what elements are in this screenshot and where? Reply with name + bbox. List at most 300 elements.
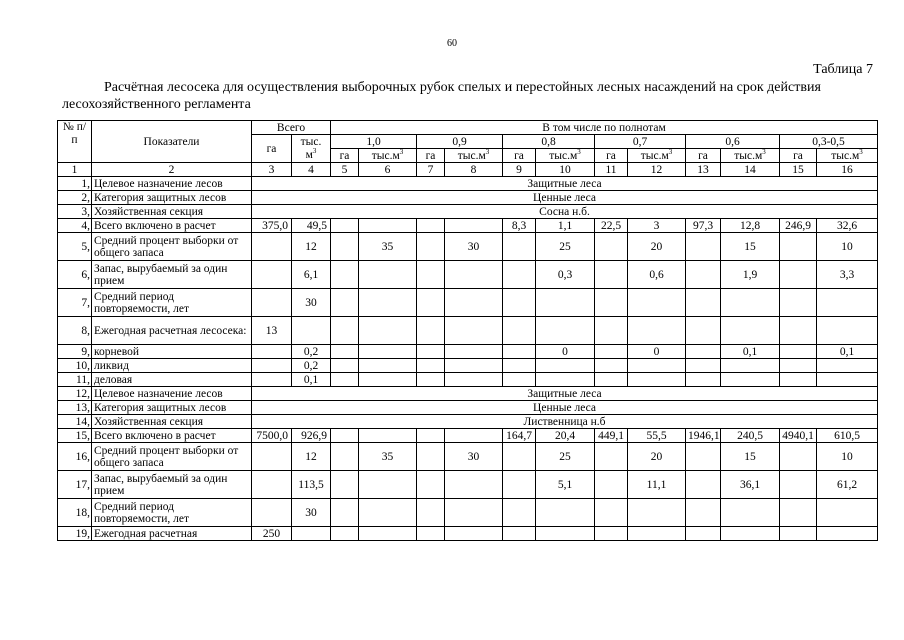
- cell-value: 30: [292, 289, 331, 317]
- cell-value: 1,9: [721, 261, 780, 289]
- cell-value: 240,5: [721, 429, 780, 443]
- row-number: 19,: [58, 527, 92, 541]
- cell-value: [417, 289, 445, 317]
- cell-value: [252, 471, 292, 499]
- cell-value: [780, 443, 817, 471]
- header-total-ha: га: [252, 135, 292, 163]
- table-row: [58, 219, 878, 233]
- cell-value: 49,5: [292, 219, 331, 233]
- col-number: 5: [331, 163, 359, 177]
- cell-value: 61,2: [817, 471, 878, 499]
- table-row: [58, 527, 878, 541]
- cell-value: [503, 373, 536, 387]
- row-span-value: Сосна н.б.: [252, 205, 878, 219]
- cell-value: [252, 233, 292, 261]
- table-row: [58, 373, 878, 387]
- cell-value: [817, 373, 878, 387]
- cell-value: [503, 443, 536, 471]
- row-number: 18,: [58, 499, 92, 527]
- cell-value: [817, 527, 878, 541]
- cell-value: [628, 289, 686, 317]
- cell-value: 55,5: [628, 429, 686, 443]
- cell-value: [503, 471, 536, 499]
- row-label: Целевое назначение лесов: [92, 177, 252, 191]
- row-number: 16,: [58, 443, 92, 471]
- cell-value: [628, 317, 686, 345]
- cell-value: 25: [536, 233, 595, 261]
- cell-value: [417, 345, 445, 359]
- cell-value: [595, 527, 628, 541]
- row-span-value: Защитные леса: [252, 177, 878, 191]
- row-number: 5,: [58, 233, 92, 261]
- cell-value: 0,1: [292, 373, 331, 387]
- unit-ha: га: [686, 149, 721, 163]
- cell-value: [721, 289, 780, 317]
- cell-value: 20,4: [536, 429, 595, 443]
- row-label: деловая: [92, 373, 252, 387]
- cell-value: [445, 471, 503, 499]
- cell-value: [331, 317, 359, 345]
- cell-value: [359, 373, 417, 387]
- header-indicators: Показатели: [92, 121, 252, 163]
- density-0-8: 0,8: [503, 135, 595, 149]
- cell-value: 0,3: [536, 261, 595, 289]
- header-row-col-numbers: [58, 163, 878, 177]
- cell-value: 1,1: [536, 219, 595, 233]
- cell-value: [628, 373, 686, 387]
- cell-value: [445, 261, 503, 289]
- cell-value: [536, 527, 595, 541]
- cell-value: [417, 443, 445, 471]
- page-number: 60: [447, 38, 457, 49]
- cell-value: [536, 373, 595, 387]
- cell-value: 6,1: [292, 261, 331, 289]
- unit-ha: га: [331, 149, 359, 163]
- cell-value: [331, 345, 359, 359]
- cell-value: [817, 499, 878, 527]
- unit-text: тыс. м: [300, 135, 322, 161]
- cell-value: [417, 261, 445, 289]
- cell-value: [686, 289, 721, 317]
- table-row: [58, 317, 878, 345]
- cell-value: [686, 443, 721, 471]
- cell-value: [536, 317, 595, 345]
- table-row: [58, 345, 878, 359]
- cell-value: [686, 359, 721, 373]
- cell-value: [628, 527, 686, 541]
- cell-value: [252, 359, 292, 373]
- cell-value: 35: [359, 443, 417, 471]
- cell-value: [252, 289, 292, 317]
- cell-value: [417, 499, 445, 527]
- cell-value: [686, 471, 721, 499]
- cell-value: [359, 429, 417, 443]
- table-row: [58, 499, 878, 527]
- col-number: 7: [417, 163, 445, 177]
- cell-value: 3: [628, 219, 686, 233]
- cell-value: [445, 527, 503, 541]
- cell-value: [445, 289, 503, 317]
- cell-value: [417, 429, 445, 443]
- cell-value: [359, 359, 417, 373]
- cell-value: 20: [628, 233, 686, 261]
- cell-value: [595, 373, 628, 387]
- cell-value: [252, 443, 292, 471]
- unit-text: тыс.м: [640, 149, 669, 162]
- table-row: [58, 471, 878, 499]
- cutting-area-table: [57, 120, 878, 541]
- row-span-value: Ценные леса: [252, 401, 878, 415]
- col-number: 8: [445, 163, 503, 177]
- cell-value: [686, 317, 721, 345]
- cell-value: [595, 317, 628, 345]
- cell-value: [536, 359, 595, 373]
- cell-value: [595, 443, 628, 471]
- row-label: Ежегодная расчетная: [92, 527, 252, 541]
- col-number: 1: [58, 163, 92, 177]
- col-number: 10: [536, 163, 595, 177]
- cell-value: [780, 289, 817, 317]
- unit-thous-m3: [359, 149, 417, 163]
- row-number: 12,: [58, 387, 92, 401]
- unit-ha: га: [595, 149, 628, 163]
- table-row: [58, 205, 878, 219]
- cell-value: [331, 499, 359, 527]
- cell-value: [292, 527, 331, 541]
- density-0-7: 0,7: [595, 135, 686, 149]
- cell-value: [252, 499, 292, 527]
- cell-value: [359, 261, 417, 289]
- cell-value: [359, 345, 417, 359]
- cell-value: 30: [445, 233, 503, 261]
- cell-value: [686, 345, 721, 359]
- unit-sup: 3: [485, 148, 490, 156]
- cell-value: 10: [817, 233, 878, 261]
- cell-value: [445, 373, 503, 387]
- cell-value: [817, 289, 878, 317]
- unit-sup: 3: [577, 148, 581, 156]
- density-1-0: 1,0: [331, 135, 417, 149]
- row-label: Запас, вырубаемый за один прием: [92, 471, 252, 499]
- density-0-3-0-5: 0,3-0,5: [780, 135, 878, 149]
- cell-value: 12,8: [721, 219, 780, 233]
- cell-value: 3,3: [817, 261, 878, 289]
- table-body: [58, 121, 878, 541]
- cell-value: 449,1: [595, 429, 628, 443]
- cell-value: [780, 499, 817, 527]
- cell-value: [331, 443, 359, 471]
- cell-value: [595, 499, 628, 527]
- col-number: 11: [595, 163, 628, 177]
- unit-text: тыс.м: [549, 149, 578, 162]
- row-label: Всего включено в расчет: [92, 429, 252, 443]
- row-label: Запас, вырубаемый за один прием: [92, 261, 252, 289]
- cell-value: 0: [536, 345, 595, 359]
- row-number: 14,: [58, 415, 92, 429]
- row-number: 3,: [58, 205, 92, 219]
- cell-value: [780, 527, 817, 541]
- table-row: [58, 401, 878, 415]
- col-number: 9: [503, 163, 536, 177]
- row-label: Средний период повторяемости, лет: [92, 289, 252, 317]
- col-number: 6: [359, 163, 417, 177]
- header-including: В том числе по полнотам: [331, 121, 878, 135]
- unit-ha: га: [780, 149, 817, 163]
- row-label: Средний процент выборки от общего запаса: [92, 233, 252, 261]
- cell-value: [503, 359, 536, 373]
- cell-value: [417, 471, 445, 499]
- col-number: 14: [721, 163, 780, 177]
- cell-value: 15: [721, 443, 780, 471]
- caption-line-2: лесохозяйственного регламента: [62, 97, 251, 112]
- row-label: Категория защитных лесов: [92, 191, 252, 205]
- cell-value: [595, 345, 628, 359]
- cell-value: [331, 233, 359, 261]
- unit-sup: 3: [762, 148, 766, 156]
- cell-value: [359, 471, 417, 499]
- cell-value: 8,3: [503, 219, 536, 233]
- row-number: 9,: [58, 345, 92, 359]
- cell-value: [292, 317, 331, 345]
- cell-value: [331, 471, 359, 499]
- unit-ha: га: [503, 149, 536, 163]
- cell-value: [331, 527, 359, 541]
- cell-value: [445, 499, 503, 527]
- row-number: 2,: [58, 191, 92, 205]
- cell-value: [417, 373, 445, 387]
- unit-thous-m3: [721, 149, 780, 163]
- cell-value: [445, 359, 503, 373]
- cell-value: 30: [292, 499, 331, 527]
- cell-value: [359, 219, 417, 233]
- cell-value: 25: [536, 443, 595, 471]
- col-number: 12: [628, 163, 686, 177]
- unit-sup: 3: [668, 148, 673, 156]
- cell-value: 375,0: [252, 219, 292, 233]
- cell-value: [780, 261, 817, 289]
- row-label: Средний процент выборки от общего запаса: [92, 443, 252, 471]
- cell-value: [359, 499, 417, 527]
- header-total-m3: [292, 135, 331, 163]
- cell-value: [780, 373, 817, 387]
- cell-value: 0,1: [817, 345, 878, 359]
- cell-value: [252, 373, 292, 387]
- col-number: 3: [252, 163, 292, 177]
- cell-value: 22,5: [595, 219, 628, 233]
- cell-value: [417, 359, 445, 373]
- cell-value: [686, 499, 721, 527]
- cell-value: [595, 471, 628, 499]
- col-number: 15: [780, 163, 817, 177]
- cell-value: [721, 499, 780, 527]
- cell-value: [686, 373, 721, 387]
- col-number: 16: [817, 163, 878, 177]
- cell-value: 926,9: [292, 429, 331, 443]
- table-row: [58, 261, 878, 289]
- cell-value: [445, 345, 503, 359]
- cell-value: 4940,1: [780, 429, 817, 443]
- cell-value: 113,5: [292, 471, 331, 499]
- unit-ha: га: [417, 149, 445, 163]
- cell-value: [417, 527, 445, 541]
- cell-value: [721, 373, 780, 387]
- unit-sup: 3: [399, 148, 404, 156]
- cell-value: [628, 499, 686, 527]
- cell-value: [359, 289, 417, 317]
- cell-value: [503, 317, 536, 345]
- cell-value: 5,1: [536, 471, 595, 499]
- row-span-value: Лиственница н.б: [252, 415, 878, 429]
- row-number: 11,: [58, 373, 92, 387]
- cell-value: [331, 373, 359, 387]
- row-number: 8,: [58, 317, 92, 345]
- cell-value: [252, 261, 292, 289]
- cell-value: [252, 345, 292, 359]
- col-number: 4: [292, 163, 331, 177]
- cell-value: 1946,1: [686, 429, 721, 443]
- table-row: [58, 443, 878, 471]
- row-label: Хозяйственная секция: [92, 205, 252, 219]
- unit-thous-m3: [536, 149, 595, 163]
- cell-value: 0: [628, 345, 686, 359]
- row-label: Категория защитных лесов: [92, 401, 252, 415]
- cell-value: [445, 429, 503, 443]
- cell-value: [503, 499, 536, 527]
- cell-value: [595, 289, 628, 317]
- cell-value: [503, 289, 536, 317]
- density-0-6: 0,6: [686, 135, 780, 149]
- row-span-value: Защитные леса: [252, 387, 878, 401]
- unit-sup: 3: [859, 148, 863, 156]
- cell-value: [359, 317, 417, 345]
- cell-value: 12: [292, 443, 331, 471]
- cell-value: [686, 261, 721, 289]
- cell-value: [331, 261, 359, 289]
- cell-value: [780, 317, 817, 345]
- density-0-9: 0,9: [417, 135, 503, 149]
- cell-value: 36,1: [721, 471, 780, 499]
- unit-thous-m3: [817, 149, 878, 163]
- cell-value: 250: [252, 527, 292, 541]
- row-number: 17,: [58, 471, 92, 499]
- unit-text: тыс.м: [457, 149, 486, 162]
- cell-value: 0,2: [292, 359, 331, 373]
- row-label: Всего включено в расчет: [92, 219, 252, 233]
- row-number: 13,: [58, 401, 92, 415]
- cell-value: 0,1: [721, 345, 780, 359]
- cell-value: [721, 359, 780, 373]
- header-num: № п/п: [58, 121, 92, 163]
- cell-value: 12: [292, 233, 331, 261]
- table-label: Таблица 7: [813, 62, 873, 77]
- row-label: Целевое назначение лесов: [92, 387, 252, 401]
- cell-value: 0,2: [292, 345, 331, 359]
- row-label: корневой: [92, 345, 252, 359]
- table-row: [58, 415, 878, 429]
- table-row: [58, 387, 878, 401]
- unit-thous-m3: [445, 149, 503, 163]
- cell-value: [536, 289, 595, 317]
- table-caption: [62, 79, 874, 113]
- cell-value: [780, 233, 817, 261]
- cell-value: [780, 471, 817, 499]
- col-number: 2: [92, 163, 252, 177]
- unit-text: тыс.м: [371, 149, 400, 162]
- cell-value: [721, 317, 780, 345]
- cell-value: [359, 527, 417, 541]
- unit-sup: 3: [312, 146, 317, 155]
- cell-value: 246,9: [780, 219, 817, 233]
- cell-value: [780, 359, 817, 373]
- cell-value: [331, 359, 359, 373]
- row-number: 6,: [58, 261, 92, 289]
- row-number: 4,: [58, 219, 92, 233]
- cell-value: 164,7: [503, 429, 536, 443]
- unit-text: тыс.м: [734, 149, 763, 162]
- cell-value: [331, 219, 359, 233]
- cell-value: [445, 317, 503, 345]
- cell-value: [331, 429, 359, 443]
- cell-value: [721, 527, 780, 541]
- cell-value: 10: [817, 443, 878, 471]
- cell-value: [417, 219, 445, 233]
- cell-value: 7500,0: [252, 429, 292, 443]
- header-row-1: [58, 121, 878, 135]
- cell-value: [780, 345, 817, 359]
- unit-text: тыс.м: [831, 149, 860, 162]
- cell-value: [595, 233, 628, 261]
- cell-value: 11,1: [628, 471, 686, 499]
- cell-value: [417, 233, 445, 261]
- table-row: [58, 429, 878, 443]
- cell-value: 13: [252, 317, 292, 345]
- cell-value: [445, 219, 503, 233]
- row-number: 10,: [58, 359, 92, 373]
- row-label: Хозяйственная секция: [92, 415, 252, 429]
- row-number: 1,: [58, 177, 92, 191]
- cell-value: [503, 345, 536, 359]
- cell-value: [686, 233, 721, 261]
- row-label: ликвид: [92, 359, 252, 373]
- table-row: [58, 359, 878, 373]
- cell-value: [595, 261, 628, 289]
- table-row: [58, 289, 878, 317]
- cell-value: 0,6: [628, 261, 686, 289]
- cell-value: 97,3: [686, 219, 721, 233]
- cell-value: 32,6: [817, 219, 878, 233]
- cell-value: 30: [445, 443, 503, 471]
- cell-value: [817, 317, 878, 345]
- cell-value: [628, 359, 686, 373]
- unit-thous-m3: [628, 149, 686, 163]
- row-label: Средний период повторяемости, лет: [92, 499, 252, 527]
- row-span-value: Ценные леса: [252, 191, 878, 205]
- cell-value: [503, 233, 536, 261]
- cell-value: [331, 289, 359, 317]
- cell-value: 15: [721, 233, 780, 261]
- cell-value: [417, 317, 445, 345]
- cell-value: [595, 359, 628, 373]
- cell-value: [536, 499, 595, 527]
- cell-value: [503, 261, 536, 289]
- header-total: Всего: [252, 121, 331, 135]
- table-row: [58, 233, 878, 261]
- cell-value: 20: [628, 443, 686, 471]
- cell-value: 610,5: [817, 429, 878, 443]
- col-number: 13: [686, 163, 721, 177]
- cell-value: [686, 527, 721, 541]
- row-label: Ежегодная расчетная лесосека:: [92, 317, 252, 345]
